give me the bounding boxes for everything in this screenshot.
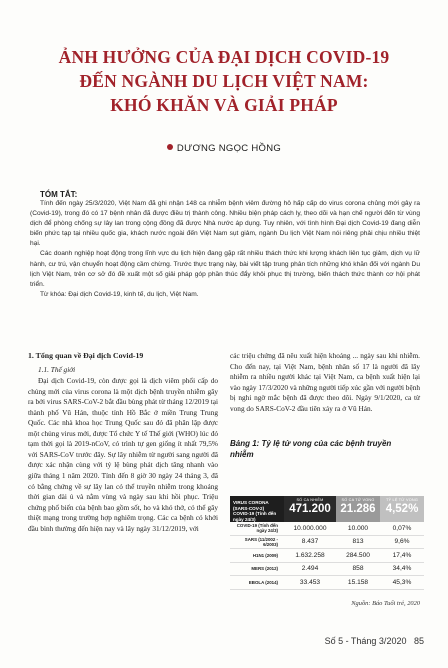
body-paragraph-continued: các triệu chứng đã nêu xuất hiện khoảng ... ngày sau khi nhiễm. Cho đến nay, tại Việt Nam, bệnh nhân số 17 là người đã lây nhiễm ra nhiều người khác tại Việt Nam, ca bệnh xuất hiện lại vào ngày 17/3/2020 và những người tiếp xúc gần với người bệnh bị nghi ngờ mắc bệnh đã được theo dõi. Ngày 9/1/2020, ca từ vong do SARS-CoV-2 đầu tiên xảy ra ở Vũ Hán. [230,351,420,413]
header-caption: SỐ CA TỬ VONG [341,498,375,502]
row-label: COVID-19 (Tính đến ngày 24/3) [236,523,278,534]
row-label: EBOLA (2014) [248,579,278,585]
row-rate: 45,3% [392,578,412,586]
row-label: MERS (2012) [251,566,278,572]
page-footer [300,636,424,646]
bullet-icon [167,144,173,150]
row-cases: 33.453 [299,578,321,586]
row-deaths: 813 [352,538,364,546]
header-number: 4,52% [385,503,419,515]
row-rate: 9,6% [394,538,410,546]
header-number: 471.200 [289,503,331,515]
table-row [230,536,424,550]
author-line [0,143,448,154]
header-cell-rate [380,496,424,522]
article-title [0,45,448,117]
abstract-body [30,199,420,300]
issue-info: Số 5 - Tháng 3/2020 [324,636,407,646]
row-deaths: 284.500 [346,551,370,559]
table-caption: Bảng 1: Tỷ lệ tử vong của các bệnh truyền nhiễm [230,439,392,459]
table-header-label: VIRUS CORONA (SARS-COV-2) COVID-19 (Tính đến ngày 24/3) [230,496,284,522]
row-cases: 10.000.000 [293,524,327,532]
table-header [230,496,424,522]
row-deaths: 15.158 [347,578,369,586]
row-deaths: 858 [352,565,364,573]
right-column [230,351,420,414]
author-name: DƯƠNG NGỌC HỒNG [176,143,282,154]
section-heading: 1. Tổng quan về Đại dịch Covid-19 [28,351,144,360]
abstract-paragraph-2: Các doanh nghiệp hoạt động trong lĩnh vực du lịch hiện đang gặp rất nhiều thách thức khi lượng khách liên tục giảm, dịch vụ lữ hành, cư trú, vận chuyển hoạt động cầm chừng. Trước thực trạng này, bài viết tập trung phân tích những khó khăn đối với ngành Du lịch Việt Nam, trên cơ sở đó đề xuất một số giải pháp góp phần thúc đẩy khôi phục thị trường, biến thách thức thành cơ hội phát triển. [30,250,420,288]
row-rate: 17,4% [392,551,412,559]
row-cases: 8.437 [301,538,319,546]
title-line-2: ĐẾN NGÀNH DU LỊCH VIỆT NAM: [79,71,369,91]
title-line-1: ẢNH HƯỞNG CỦA ĐẠI DỊCH COVID-19 [58,47,390,67]
row-rate: 0,07% [392,524,412,532]
header-cell-deaths [336,496,380,522]
row-label: SARS (11/2002 - 6/2003) [244,536,278,547]
header-cell-cases [284,496,336,522]
row-deaths: 10.000 [347,524,369,532]
row-cases: 1.632.258 [295,551,325,559]
table-row [230,522,424,536]
header-number: 21.286 [340,503,376,515]
table-row [230,576,424,590]
table-row [230,563,424,577]
subsection-heading: 1.1. Thế giới [38,364,76,374]
abstract-keywords: Từ khóa: Đại dịch Covid-19, kinh tế, du lịch, Việt Nam. [40,290,199,298]
row-cases: 2.494 [301,565,319,573]
abstract-heading: TÓM TẮT: [40,190,78,199]
abstract-paragraph-1: Tính đến ngày 25/3/2020, Việt Nam đã ghi nhận 148 ca nhiễm bệnh viêm đường hô hấp cấp do virus corona chủng mới gây ra (Covid-19), trong đó có 17 bệnh nhân đã được điều trị thành công. Nhiều biện pháp cách ly, theo dõi và hạn chế người đến từ vùng dịch để phòng chống sự lây lan trong cộng đồng đã được Nhà nước áp dụng. Tuy nhiên, với tình hình Đại dịch Covid-19 đang diễn biến phức tạp tại nhiều quốc gia, khách nước ngoài đến Việt Nam sụt giảm, ngành Du lịch Việt Nam nói riêng phải chịu nhiều thiệt hại. [30,200,420,248]
body-paragraph: Đại dịch Covid-19, còn được gọi là dịch viêm phổi cấp do chủng mới của virus corona là một dịch bệnh truyền nhiễm gây ra bởi virus SARS-CoV-2 bắt đầu bùng phát từ tháng 12/2019 tại thành phố Vũ Hán, thuộc tỉnh Hồ Bắc ở miền Trung Trung Quốc. Các nhà khoa học Trung Quốc sau đó đã phân lập được một chủng virus mới, được Tổ chức Y tế Thế giới (WHO) lúc đó tạm thời gọi là 2019-nCoV, có trình tự gen giống ít nhất 79,5% với SARS-CoV trước đây. Sự lây nhiễm từ người sang người đã được xác nhận cùng với tỷ lệ bùng phát dịch tăng nhanh vào giữa tháng 1 năm 2020. Tính đến 8 giờ 30 ngày 24 tháng 3, đã có bằng chứng về sự lây lan có thể truyền nhiễm trong khoảng thời gian dài ủ và nằm vùng và ngày sau khi hồi phục. Triệu chứng phổ biến của bệnh bao gồm sốt, ho và khó thở, có thể gây thiệt mạng trong trường hợp nghiêm trọng. Các ca bệnh có khởi đầu bình thường đến hiện nay và lây ngày 31/12/2019, với [28,376,218,533]
row-rate: 34,4% [392,565,412,573]
row-label: H1N1 (2009) [252,552,278,558]
title-line-3: KHÓ KHĂN VÀ GIẢI PHÁP [110,95,338,115]
mortality-table [230,496,424,590]
header-caption: TỶ LỆ TỬ VONG [386,498,418,502]
left-column [28,351,218,534]
table-source: Nguồn: Báo Tuổi trẻ, 2020 [351,600,420,607]
table-row [230,549,424,563]
page-number: 85 [413,636,424,646]
header-caption: SỐ CA NHIỄM [296,498,324,502]
